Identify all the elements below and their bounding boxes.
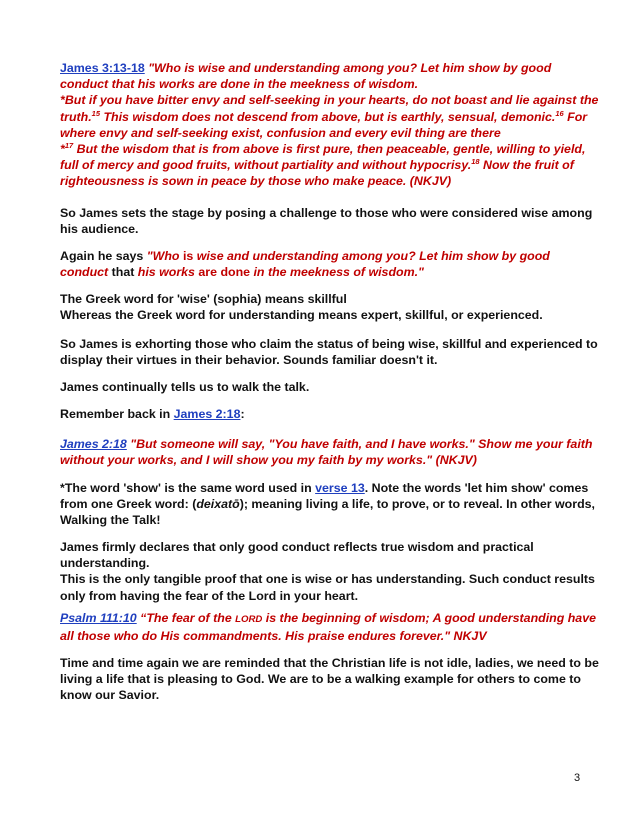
- scripture-passage-james-3: [60, 60, 600, 190]
- quote-his-works: his works: [137, 265, 195, 280]
- quote-who: "Who: [146, 249, 180, 263]
- paragraph-good-conduct: [60, 539, 600, 604]
- text-are-done: are done: [194, 265, 254, 280]
- quote-psalm-lord: LORD: [235, 614, 263, 625]
- quote-meekness: in the meekness of wisdom.": [253, 265, 424, 280]
- text-show-a: *The word 'show' is the same word used in: [60, 481, 316, 495]
- paragraph-greek-word: [60, 291, 600, 323]
- quote-verse-13: "Who is wise and understanding among you? Let him show by good conduct that his works are done in the meekness of wisdom.: [60, 61, 552, 92]
- verse-13-link[interactable]: verse 13: [315, 481, 365, 495]
- quote-verse-18: Now the fruit of righteousness is sown in peace by those who make peace. (NKJV): [60, 158, 574, 189]
- text-again: Again he says: [60, 249, 147, 263]
- quote-wise: wise and understanding among you? Let him show by good conduct: [60, 249, 550, 280]
- quote-verse-15: This wisdom does not descend from above, but is earthly, sensual, demonic.: [100, 109, 556, 124]
- greek-deixato: deixatō: [196, 497, 240, 512]
- verse-number-18: 18: [471, 157, 480, 167]
- verse-number-17: 17: [64, 141, 74, 151]
- verse-number-16: 16: [555, 108, 564, 118]
- james-2-18-link[interactable]: James 2:18: [173, 407, 241, 421]
- psalm-111-10-link[interactable]: Psalm 111:10: [60, 611, 137, 625]
- text-show-c: ); meaning living a life, to prove, or to reveal. In other words, Walking the Talk!: [60, 497, 595, 528]
- quote-psalm-a: “The fear of the: [136, 611, 236, 625]
- paragraph-sets-stage: So James sets the stage by posing a challenge to those who were considered wise among his audience.: [60, 206, 593, 237]
- paragraph-remember-back: [60, 406, 600, 422]
- james-2-18-ref-link[interactable]: James 2:18: [60, 437, 127, 451]
- james-3-13-18-link[interactable]: James 3:13-18: [60, 61, 145, 75]
- text-show-b: . Note the words 'let him show' comes from one Greek word: (: [60, 481, 589, 512]
- paragraph-time-and-time: Time and time again we are reminded that the Christian life is not idle, ladies, we need to be living a life that is pleasing to God. We are to be a walking example for others to come to know our Savior.: [60, 656, 599, 703]
- text-conduct-b: This is the only tangible proof that one is wise or has understanding. Such conduct results only from having the fear of the Lord in your heart.: [60, 572, 595, 603]
- paragraph-again-he-says: [60, 248, 600, 280]
- text-that: that: [108, 265, 138, 280]
- paragraph-word-show: [60, 480, 600, 529]
- text-remember: Remember back in: [60, 407, 174, 421]
- text-colon: :: [240, 407, 245, 421]
- scripture-passage-james-2: [60, 436, 600, 468]
- text-conduct-a: James firmly declares that only good conduct reflects true wisdom and practical understanding.: [60, 540, 534, 571]
- verse-number-15: 15: [91, 108, 100, 118]
- quote-asterisk: *: [60, 142, 65, 157]
- quote-verse-16: For where envy and self-seeking exist, confusion and every evil thing are there: [60, 109, 588, 140]
- greek-understanding-line: Whereas the Greek word for understanding means expert, skillful, or experienced.: [60, 308, 543, 323]
- page-number: 3: [574, 772, 581, 784]
- quote-psalm-b: is the beginning of wisdom; A good understanding have all those who do His commandments. His praise endures forever." NKJV: [60, 611, 596, 644]
- quote-james-2-18: "But someone will say, "You have faith, and I have works." Show me your faith without your works, and I will show you my faith by my works." (NKJV): [60, 437, 593, 468]
- greek-wise-line: The Greek word for 'wise' (sophia) means skillful: [60, 292, 347, 306]
- paragraph-walk-the-talk: James continually tells us to walk the talk.: [60, 380, 310, 394]
- paragraph-exhorting: So James is exhorting those who claim the status of being wise, skillful and experienced to display their virtues in their behavior. Sounds familiar doesn't it.: [60, 337, 598, 368]
- scripture-passage-psalm: [60, 610, 600, 644]
- quote-verse-17: But the wisdom that is from above is first pure, then peaceable, gentle, willing to yield, full of mercy and good fruits, without partiality and without hypocrisy.: [60, 142, 586, 173]
- text-is: is: [179, 249, 197, 263]
- quote-verse-14: *But if you have bitter envy and self-seeking in your hearts, do not boast and lie against the truth.: [60, 93, 599, 124]
